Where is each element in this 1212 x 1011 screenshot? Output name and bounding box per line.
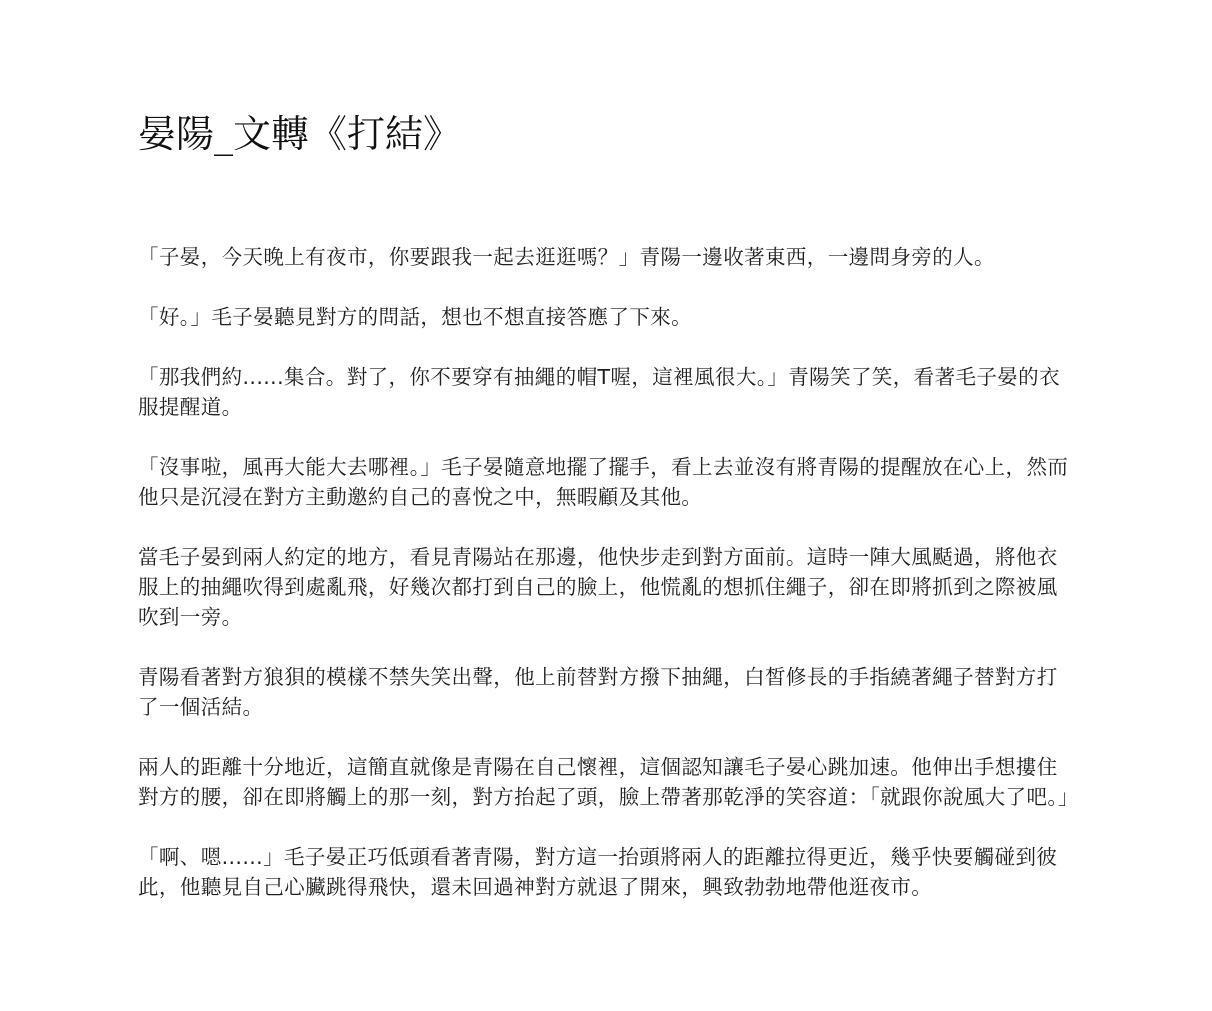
paragraph-3: 「那我們約......集合。對了，你不要穿有抽繩的帽T喔，這裡風很大。」青陽笑了笑，看著毛子晏的衣服提醒道。 [138,365,1060,419]
paragraph-7: 兩人的距離十分地近，這簡直就像是青陽在自己懷裡，這個認知讓毛子晏心跳加速。他伸出手想摟住對方的腰，卻在即將觸上的那一刻，對方抬起了頭，臉上帶著那乾淨的笑容道：「就跟你說風大了吧。」 [138,755,1079,809]
paragraph-2: 「好。」毛子晏聽見對方的問話，想也不想直接答應了下來。 [138,305,693,329]
paragraph-1: 「子晏，今天晚上有夜市，你要跟我一起去逛逛嗎？」青陽一邊收著東西，一邊問身旁的人。 [138,245,995,269]
page-title: 晏陽_文轉《打結》 [138,112,462,156]
article-body [138,242,1078,902]
paragraph-8: 「啊、嗯......」毛子晏正巧低頭看著青陽，對方這一抬頭將兩人的距離拉得更近，幾乎快要觸碰到彼此，他聽見自己心臟跳得飛快，還未回過神對方就退了開來，興致勃勃地帶他逛夜市。 [138,845,1058,899]
article [138,96,1078,902]
paragraph-4: 「沒事啦，風再大能大去哪裡。」毛子晏隨意地擺了擺手，看上去並沒有將青陽的提醒放在心上，然而他只是沉浸在對方主動邀約自己的喜悅之中，無暇顧及其他。 [138,455,1069,509]
paragraph-6: 青陽看著對方狼狽的模樣不禁失笑出聲，他上前替對方撥下抽繩，白皙修長的手指繞著繩子替對方打了一個活結。 [138,665,1058,719]
paragraph-5: 當毛子晏到兩人約定的地方，看見青陽站在那邊，他快步走到對方面前。這時一陣大風颳過，將他衣服上的抽繩吹得到處亂飛，好幾次都打到自己的臉上，他慌亂的想抓住繩子，卻在即將抓到之際被風吹到一旁。 [138,545,1058,629]
